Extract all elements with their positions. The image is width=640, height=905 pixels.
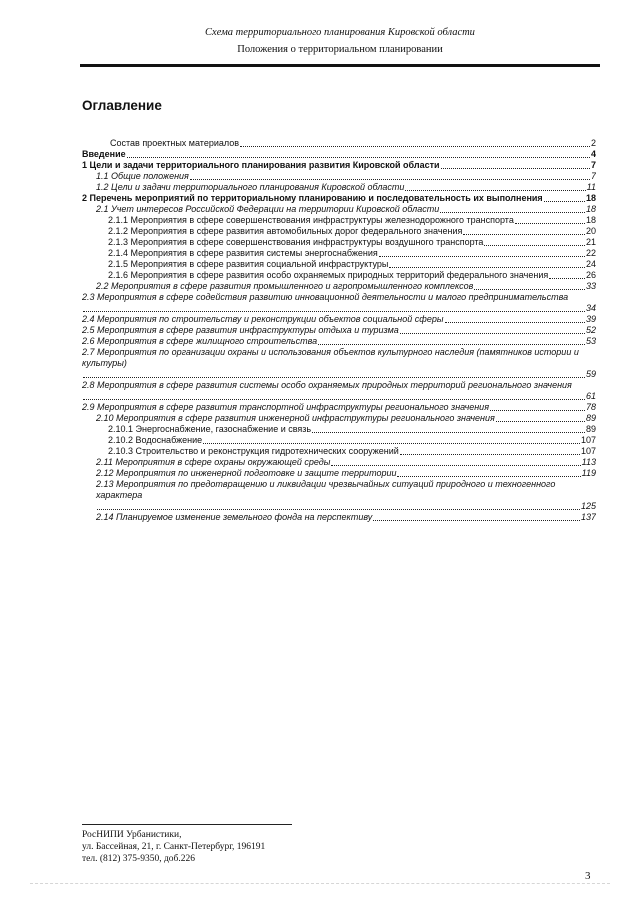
toc-leader-dots <box>83 369 585 378</box>
toc-entry[interactable] <box>82 424 596 435</box>
toc-leader-dots <box>83 303 585 312</box>
toc-entry-page: 18 <box>585 204 596 214</box>
toc-entry-label: 2.1 Учет интересов Российской Федерации на территории Кировской области <box>96 204 440 214</box>
toc-entry-label: 2.6 Мероприятия в сфере жилищного строительства <box>82 336 318 346</box>
footer <box>82 829 265 865</box>
toc-entry-label: 1.2 Цели и задачи территориального планирования Кировской области <box>96 182 405 192</box>
toc-entry-label: 2.10.1 Энергоснабжение, газоснабжение и связь <box>108 424 312 434</box>
toc-entry-label: 2.1.2 Мероприятия в сфере развития автомобильных дорог федерального значения <box>108 226 463 236</box>
toc-entry-page: 59 <box>585 369 596 379</box>
toc-leader-dots <box>373 512 580 521</box>
toc-leader-dots <box>474 281 585 290</box>
toc-leader-dots <box>400 446 580 455</box>
toc-entry-label: 2.13 Мероприятия по предотвращению и ликвидации чрезвычайных ситуаций природного и техногенного характера <box>96 479 556 500</box>
toc-entry-label: 2.12 Мероприятия по инженерной подготовке и защите территории <box>96 468 397 478</box>
toc-entry[interactable] <box>82 138 596 149</box>
toc-entry-page: 22 <box>585 248 596 258</box>
toc-entry-page: 7 <box>590 171 596 181</box>
toc-entry-page: 119 <box>581 468 596 478</box>
toc-entry-page: 113 <box>581 457 596 467</box>
toc-entry-page: 53 <box>585 336 596 346</box>
toc-entry-label: 2.1.3 Мероприятия в сфере совершенствования инфраструктуры воздушного транспорта <box>108 237 484 247</box>
toc-entry-label: 2.9 Мероприятия в сфере развития транспортной инфраструктуры регионального значения <box>82 402 489 412</box>
toc-entry-label: 2.10.2 Водоснабжение <box>108 435 203 445</box>
toc-entry[interactable] <box>82 292 596 314</box>
toc-entry-page: 18 <box>585 193 596 203</box>
toc-entry-page: 2 <box>590 138 596 148</box>
toc-entry[interactable] <box>82 182 596 193</box>
toc-leader-dots <box>515 215 585 224</box>
toc-entry-page: 39 <box>585 314 596 324</box>
toc-entry-page: 7 <box>590 160 596 170</box>
toc-entry-page: 107 <box>580 435 596 445</box>
toc-leader-dots <box>389 259 585 268</box>
toc-entry-label: 2.5 Мероприятия в сфере развития инфраструктуры отдыха и туризма <box>82 325 399 335</box>
header-document-title: Схема территориального планирования Кировской области <box>205 27 475 38</box>
toc-entry-page: 11 <box>586 182 596 192</box>
toc-entry-label: 2.1.1 Мероприятия в сфере совершенствования инфраструктуры железнодорожного транспорта <box>108 215 514 225</box>
toc-entry-label: 2.14 Планируемое изменение земельного фонда на перспективу <box>96 512 373 522</box>
toc-entry-page: 78 <box>585 402 596 412</box>
toc-entry[interactable] <box>82 226 596 237</box>
toc-entry-label: 2 Перечень мероприятий по территориальному планированию и последовательность их выполнения <box>82 193 543 203</box>
toc-entry[interactable] <box>82 325 596 336</box>
toc-entry-page: 24 <box>585 259 596 269</box>
toc-leader-dots <box>496 413 585 422</box>
toc-entry[interactable] <box>82 215 596 226</box>
toc-leader-dots <box>441 160 590 169</box>
toc-leader-dots <box>312 424 585 433</box>
toc-entry-page: 137 <box>580 512 596 522</box>
footer-rule <box>82 824 292 825</box>
toc-entry[interactable] <box>82 193 596 204</box>
toc-leader-dots <box>318 336 585 345</box>
toc-leader-dots <box>549 270 585 279</box>
footer-address: ул. Бассейная, 21, г. Санкт-Петербург, 196191 <box>82 842 266 852</box>
toc-leader-dots <box>190 171 590 180</box>
scan-artifacts <box>30 883 610 888</box>
toc-leader-dots <box>127 149 590 158</box>
toc-entry-page: 89 <box>585 424 596 434</box>
toc-leader-dots <box>405 182 585 191</box>
toc-leader-dots <box>544 193 585 202</box>
header-section-title: Положения о территориальном планировании <box>237 44 443 55</box>
footer-organization: РосНИПИ Урбанистики, <box>82 830 182 840</box>
toc-entry-label: 2.1.6 Мероприятия в сфере развития особо охраняемых природных территорий федерального значения <box>108 270 549 280</box>
toc-entry-label: 2.7 Мероприятия по организации охраны и использования объектов культурного наследия (памятников истории и культуры) <box>82 347 579 368</box>
footer-phone: тел. (812) 375-9350, доб.226 <box>82 854 196 864</box>
toc-entry-page: 125 <box>580 501 596 511</box>
toc-leader-dots <box>83 391 585 400</box>
toc-leader-dots <box>440 204 585 213</box>
toc-leader-dots <box>240 138 590 147</box>
toc-entry[interactable] <box>82 457 596 468</box>
toc-leader-dots <box>203 435 580 444</box>
toc-entry[interactable] <box>82 149 596 160</box>
toc-entry-page: 107 <box>580 446 596 456</box>
toc-entry[interactable] <box>82 270 596 281</box>
toc-entry[interactable] <box>82 402 596 413</box>
toc-title: Оглавление <box>82 98 162 113</box>
toc-entry-page: 26 <box>585 270 596 280</box>
toc-entry[interactable] <box>82 468 596 479</box>
toc-entry-label: 2.10 Мероприятия в сфере развития инженерной инфраструктуры регионального значения <box>96 413 495 423</box>
toc-entry-label: 1.1 Общие положения <box>96 171 189 181</box>
toc-entry-label: 2.3 Мероприятия в сфере содействия развитию инновационной деятельности и малого предпринимательства <box>82 292 569 302</box>
toc-entry[interactable] <box>82 380 596 402</box>
toc-entry[interactable] <box>82 413 596 424</box>
toc-entry[interactable] <box>82 446 596 457</box>
toc-entry-page: 61 <box>585 391 596 401</box>
toc-entry[interactable] <box>82 435 596 446</box>
toc-leader-dots <box>484 237 585 246</box>
toc-leader-dots <box>490 402 585 411</box>
toc-leader-dots <box>379 248 585 257</box>
toc-entry-label: 2.2 Мероприятия в сфере развития промышленного и агропромышленного комплексов <box>96 281 474 291</box>
toc-entry-page: 52 <box>585 325 596 335</box>
toc-entry-label: 2.4 Мероприятия по строительству и реконструкции объектов социальной сферы <box>82 314 444 324</box>
toc-entry[interactable] <box>82 204 596 215</box>
toc-entry[interactable] <box>82 171 596 182</box>
toc-entry-page: 4 <box>590 149 596 159</box>
toc-entry[interactable] <box>82 237 596 248</box>
toc-entry[interactable] <box>82 512 596 523</box>
header-rule <box>80 64 600 67</box>
toc-entry-page: 34 <box>585 303 596 313</box>
toc-entry[interactable] <box>82 160 596 171</box>
toc-entry-label: 2.1.4 Мероприятия в сфере развития системы энергоснабжения <box>108 248 378 258</box>
toc-entry-label: 2.1.5 Мероприятия в сфере развития социальной инфраструктуры <box>108 259 389 269</box>
toc-entry-page: 89 <box>585 413 596 423</box>
toc-entry-page: 21 <box>585 237 596 247</box>
toc-entry-label: Введение <box>82 149 126 159</box>
toc-entry[interactable] <box>82 314 596 325</box>
table-of-contents <box>82 138 596 523</box>
toc-entry[interactable] <box>82 347 596 380</box>
toc-entry-label: 2.8 Мероприятия в сфере развития системы особо охраняемых природных территорий регионального значения <box>82 380 572 390</box>
toc-entry-label: 2.10.3 Строительство и реконструкция гидротехнических сооружений <box>108 446 399 456</box>
toc-entry-page: 18 <box>585 215 596 225</box>
toc-leader-dots <box>445 314 585 323</box>
toc-leader-dots <box>331 457 580 466</box>
toc-entry[interactable] <box>82 259 596 270</box>
toc-leader-dots <box>397 468 580 477</box>
toc-entry[interactable] <box>82 248 596 259</box>
toc-entry-label: Состав проектных материалов <box>110 138 240 148</box>
toc-entry[interactable] <box>82 336 596 347</box>
toc-entry-label: 2.11 Мероприятия в сфере охраны окружающей среды <box>96 457 331 467</box>
toc-entry[interactable] <box>82 281 596 292</box>
toc-leader-dots <box>463 226 585 235</box>
toc-entry-label: 1 Цели и задачи территориального планирования развития Кировской области <box>82 160 440 170</box>
page-number: 3 <box>585 870 591 882</box>
toc-entry[interactable] <box>82 479 596 512</box>
toc-entry-page: 33 <box>585 281 596 291</box>
toc-leader-dots <box>97 501 580 510</box>
toc-leader-dots <box>400 325 585 334</box>
toc-entry-page: 20 <box>585 226 596 236</box>
